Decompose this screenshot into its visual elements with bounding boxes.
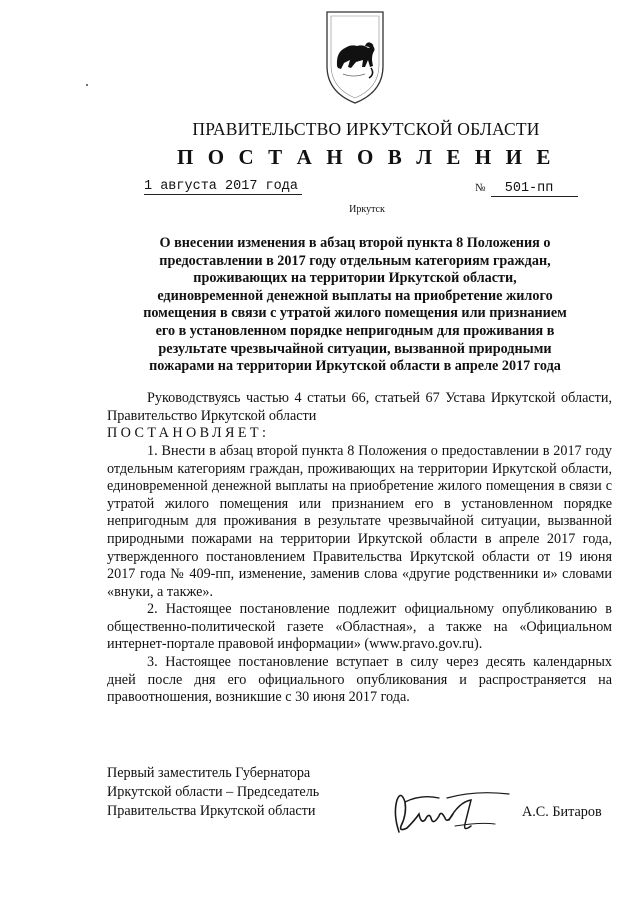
signer-name: А.С. Битаров — [522, 804, 602, 820]
decree-word: ПОСТАНОВЛЯЕТ: — [107, 425, 270, 441]
document-number-field — [475, 179, 578, 197]
paragraph-3: 3. Настоящее постановление вступает в силу через десять календарных дней после дня его официального опубликования и распространяется на правоотношения, возникшие с 30 июня 2017 года. — [107, 654, 612, 706]
handwritten-signature — [385, 780, 515, 840]
document-date: 1 августа 2017 года — [144, 179, 302, 195]
paragraph-1: 1. Внести в абзац второй пункта 8 Положения о предоставлении в 2017 году отдельным категориям граждан, проживающих на территории Иркутской области, единовременной денежной выплаты на приобретение жилого помещения в связи с утратой жилого помещения или признанием его в установленном порядке непригодным для проживания в результате чрезвычайной ситуации, вызванной природными пожарами на территории Иркутской области в апреле 2017 года, утвержденного постановлением Правительства Иркутской области от 19 июня 2017 года № 409-пп, изменение, заменив слова «другие родственники и» словами «внуки, а также». — [107, 443, 612, 600]
signatory-position — [107, 764, 319, 821]
document-number: 501-пп — [491, 181, 578, 197]
government-title: ПРАВИТЕЛЬСТВО ИРКУТСКОЙ ОБЛАСТИ — [192, 119, 540, 139]
coat-of-arms-icon — [321, 8, 389, 106]
signatory-line-2: Иркутской области – Председатель — [107, 784, 320, 800]
paragraph-2: 2. Настоящее постановление подлежит официальному опубликованию в общественно-политической газете «Областная», а также на «Официальном интернет-портале правовой информации» (www.pravo.gov.ru). — [107, 601, 612, 653]
scan-speck — [86, 84, 88, 86]
signatory-line-3: Правительства Иркутской области — [107, 803, 316, 819]
intro-paragraph: Руководствуясь частью 4 статьи 66, статьей 67 Устава Иркутской области, Правительство Иркутской области — [107, 390, 612, 424]
document-city: Иркутск — [349, 204, 385, 215]
document-heading: О внесении изменения в абзац второй пункта 8 Положения о предоставлении в 2017 году отдельным категориям граждан, проживающих на территории Иркутской области, единовременной денежной выплаты на приобретение жилого помещения в связи с утратой жилого помещения или признанием его в установленном порядке непригодным для проживания в результате чрезвычайной ситуации, вызванной природными пожарами на территории Иркутской области в апреле 2017 года — [143, 235, 567, 375]
signatory-line-1: Первый заместитель Губернатора — [107, 765, 311, 781]
document-type: П О С Т А Н О В Л Е Н И Е — [176, 145, 555, 169]
number-sign: № — [475, 182, 486, 194]
